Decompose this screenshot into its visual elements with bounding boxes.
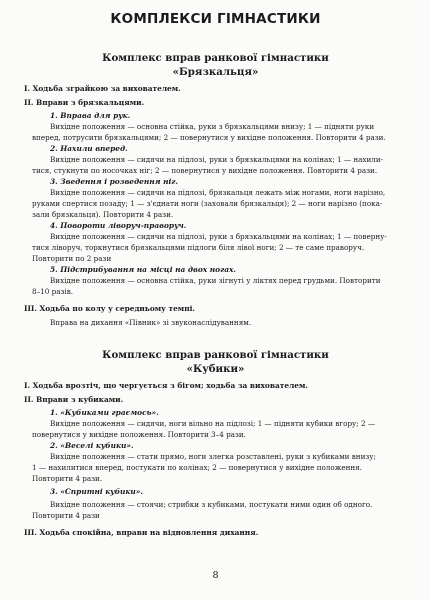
complex2-ex2-title: 2. «Веселі кубики». (50, 441, 134, 450)
complex2-title: Комплекс вправ ранкової гімнастики (102, 349, 329, 361)
complex1-ex3-text: Вихідне положення — сидячи на підлозі, брязкальця лежать між ногами, ноги нарізно, (50, 188, 386, 197)
complex2-subtitle: «Кубики» (186, 363, 245, 375)
complex2-ex3-text: Повторити 4 рази (32, 511, 100, 520)
complex2-ex2-text: Повторити 4 рази. (32, 474, 103, 483)
complex1-section3: ІІІ. Ходьба по колу у середньому темпі. (24, 304, 195, 313)
complex1-ex3-text: руками спертися позаду; 1 — з'єднати ноги (заховали брязкальця); 2 — ноги нарізно (пока- (32, 199, 383, 208)
complex1-ex1-text: Вихідне положення — основна стійка, руки з брязкальцями внизу; 1 — підняти руки (50, 122, 375, 131)
complex2-ex1-text: повернутися у вихідне положення. Повторити 3–4 рази. (32, 430, 246, 439)
complex1-ex3-title: 3. Зведення і розведення ніг. (50, 177, 178, 186)
page-title: КОМПЛЕКСИ ГІМНАСТИКИ (110, 11, 321, 27)
complex1-ex4-text: Вихідне положення — сидячи на підлозі, руки з брязкальцями на колінах; 1 — поверну- (50, 232, 387, 241)
complex1-ex5-text: Вихідне положення — основна стійка, руки зігнуті у ліктях перед грудьми. Повторити (50, 276, 381, 285)
complex2-ex1-title: 1. «Кубиками граємось». (50, 408, 159, 417)
complex2-ex3-title: 3. «Спритні кубики». (50, 487, 143, 496)
page-number: 8 (212, 570, 219, 581)
complex1-ex5-text: 8–10 разів. (32, 287, 74, 296)
complex2-section2: ІІ. Вправи з кубиками. (24, 395, 124, 404)
complex1-title: Комплекс вправ ранкової гімнастики (102, 52, 329, 64)
complex1-ex2-text: тися, стукнути по носочках ніг; 2 — повернутися у вихідне положення. Повторити 4 рази. (32, 166, 378, 175)
complex1-ex4-title: 4. Повороти ліворуч-праворуч. (50, 221, 187, 230)
complex2-ex1-text: Вихідне положення — сидячи, ноги вільно на підлозі; 1 — підняти кубики вгору; 2 — (50, 419, 376, 428)
complex1-ex2-text: Вихідне положення — сидячи на підлозі, руки з брязкальцями на колінах; 1 — нахили- (50, 155, 384, 164)
complex1-ex4-text: тися ліворуч, торкнутися брязкальцями підлоги біля лівої ноги; 2 — те саме праворуч. (32, 243, 365, 252)
complex1-ex4-text: Повторити по 2 рази (32, 254, 112, 263)
complex1-ex3-text: зали брязкальця). Повторити 4 рази. (32, 210, 174, 219)
complex1-ex1-title: 1. Вправа для рук. (50, 111, 131, 120)
complex1-subtitle: «Брязкальця» (172, 66, 259, 78)
complex1-section1: І. Ходьба зграйкою за вихователем. (24, 84, 181, 93)
complex1-section2: ІІ. Вправи з брязкальцями. (24, 98, 145, 107)
complex2-section3: ІІІ. Ходьба спокійна, вправи на відновлення дихання. (24, 528, 259, 537)
complex1-ex2-title: 2. Нахили вперед. (50, 144, 128, 153)
complex1-ex1-text: вперед, потрусити брязкальцями; 2 — повернутися у вихідне положення. Повторити 4 рази. (32, 133, 386, 142)
complex1-section3-text: Вправа на дихання «Півник» зі звуконаслідуванням. (50, 318, 252, 327)
complex2-section1: І. Ходьба врозтіч, що чергується з бігом; ходьба за вихователем. (24, 381, 308, 390)
complex2-ex2-text: Вихідне положення — стати прямо, ноги злегка розставлені, руки з кубиками внизу; (50, 452, 376, 461)
complex2-ex2-text: 1 — нахилитися вперед, постукати по колінах; 2 — повернутися у вихідне положення. (32, 463, 362, 472)
complex2-ex3-text: Вихідне положення — стоячи; стрибки з кубиками, постукати ними один об одного. (50, 500, 373, 509)
complex1-ex5-title: 5. Підстрибування на місці на двох ногах. (50, 265, 237, 274)
